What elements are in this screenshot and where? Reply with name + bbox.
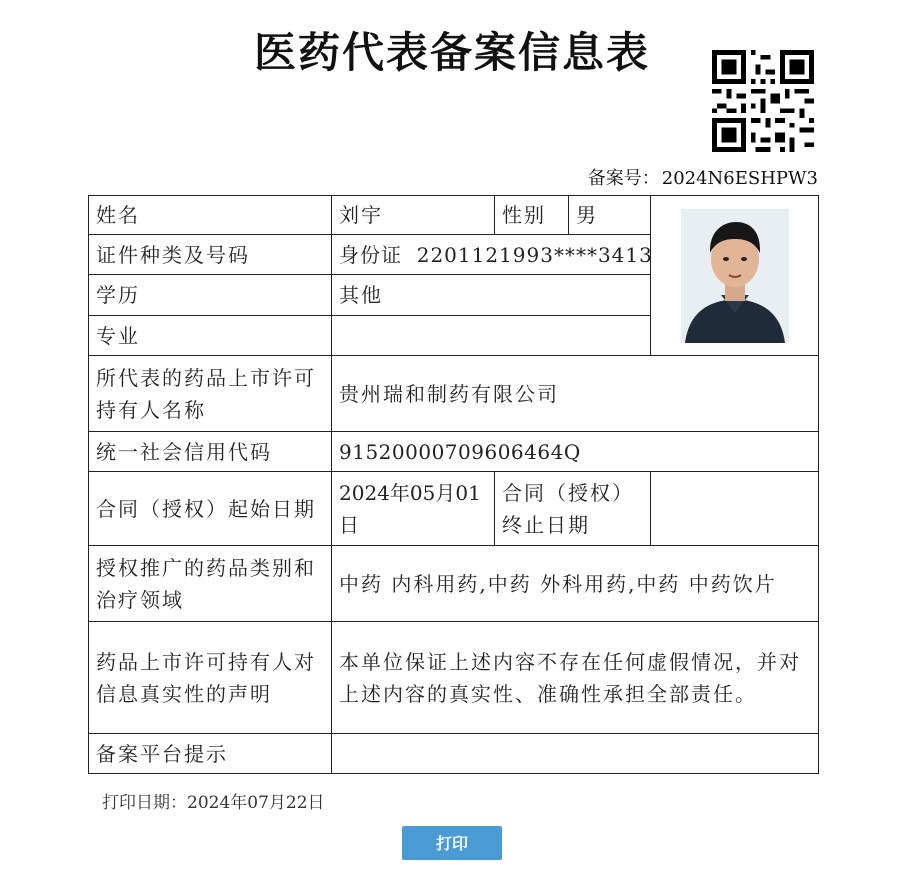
record-number-value: 2024N6ESHPW3 — [661, 168, 818, 189]
end-date-label: 合同（授权）终止日期 — [495, 472, 651, 546]
gender-value: 男 — [569, 196, 651, 235]
info-table — [88, 195, 819, 774]
photo-cell — [651, 196, 819, 356]
print-date-label: 打印日期： — [102, 793, 187, 813]
print-date-value: 2024年07月22日 — [187, 793, 325, 813]
declaration-value: 本单位保证上述内容不存在任何虚假情况，并对上述内容的真实性、准确性承担全部责任。 — [332, 622, 819, 734]
platform-tip-label: 备案平台提示 — [89, 734, 332, 774]
id-value: 身份证 2201121993****3413 — [332, 235, 651, 275]
start-date-label: 合同（授权）起始日期 — [89, 472, 332, 546]
credit-code-label: 统一社会信用代码 — [89, 432, 332, 472]
drug-category-value: 中药 内科用药,中药 外科用药,中药 中药饮片 — [332, 546, 819, 622]
education-value: 其他 — [332, 275, 651, 316]
holder-label: 所代表的药品上市许可持有人名称 — [89, 356, 332, 432]
start-date-value: 2024年05月01日 — [332, 472, 495, 546]
avatar — [681, 209, 789, 343]
print-date — [102, 788, 325, 813]
name-value: 刘宇 — [332, 196, 495, 235]
drug-category-label: 授权推广的药品类别和治疗领域 — [89, 546, 332, 622]
record-number-label: 备案号： — [587, 168, 660, 189]
education-label: 学历 — [89, 275, 332, 316]
page-title: 医药代表备案信息表 — [253, 28, 650, 77]
gender-label: 性别 — [495, 196, 569, 235]
major-value — [332, 316, 651, 356]
id-label: 证件种类及号码 — [89, 235, 332, 275]
name-label: 姓名 — [89, 196, 332, 235]
holder-value: 贵州瑞和制药有限公司 — [332, 356, 819, 432]
qr-code-icon — [712, 50, 814, 152]
platform-tip-value — [332, 734, 819, 774]
declaration-label: 药品上市许可持有人对信息真实性的声明 — [89, 622, 332, 734]
major-label: 专业 — [89, 316, 332, 356]
end-date-value — [651, 472, 819, 546]
record-number — [588, 164, 818, 190]
credit-code-value: 91520000709606464Q — [332, 432, 819, 472]
print-button[interactable]: 打印 — [402, 826, 502, 860]
